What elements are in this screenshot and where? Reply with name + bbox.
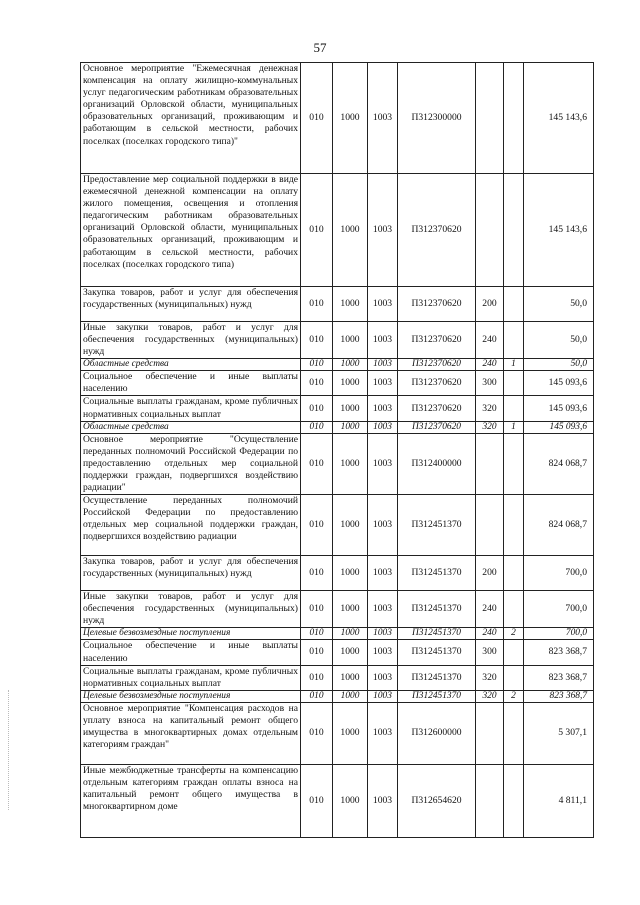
margin-mark xyxy=(8,690,10,810)
table-row xyxy=(81,174,594,287)
funding-source-code-cell xyxy=(504,640,524,665)
section-code-cell: 1000 xyxy=(333,174,368,287)
ministry-code-cell: 010 xyxy=(301,359,333,371)
subsection-code-cell: 1003 xyxy=(368,702,398,764)
table-row xyxy=(81,640,594,665)
funding-source-code-cell: 1 xyxy=(504,421,524,433)
row-name-cell: Основное мероприятие "Компенсация расходов на уплату взноса на капитальный ремонт общего имущества в многоквартирных домах отдельным категориям граждан" xyxy=(81,702,301,764)
section-code-cell: 1000 xyxy=(333,556,368,591)
amount-cell: 823 368,7 xyxy=(524,665,594,690)
subsection-code-cell: 1003 xyxy=(368,628,398,640)
ministry-code-cell: 010 xyxy=(301,628,333,640)
subsection-code-cell: 1003 xyxy=(368,174,398,287)
target-article-code-cell: П312451370 xyxy=(398,591,476,628)
expense-type-code-cell xyxy=(476,433,504,494)
table-row xyxy=(81,421,594,433)
subsection-code-cell: 1003 xyxy=(368,556,398,591)
target-article-code-cell: П312400000 xyxy=(398,433,476,494)
amount-cell: 50,0 xyxy=(524,322,594,359)
subsection-code-cell: 1003 xyxy=(368,591,398,628)
row-name-cell: Иные закупки товаров, работ и услуг для обеспечения государственных (муниципальных) нужд xyxy=(81,591,301,628)
amount-cell: 50,0 xyxy=(524,359,594,371)
ministry-code-cell: 010 xyxy=(301,495,333,556)
target-article-code-cell: П312600000 xyxy=(398,702,476,764)
expense-type-code-cell: 240 xyxy=(476,359,504,371)
expense-type-code-cell: 320 xyxy=(476,665,504,690)
section-code-cell: 1000 xyxy=(333,764,368,837)
page-number: 57 xyxy=(313,40,327,55)
expense-type-code-cell: 320 xyxy=(476,690,504,702)
target-article-code-cell: П312451370 xyxy=(398,628,476,640)
row-name-cell: Иные закупки товаров, работ и услуг для обеспечения государственных (муниципальных) нужд xyxy=(81,322,301,359)
expense-type-code-cell: 200 xyxy=(476,556,504,591)
subsection-code-cell: 1003 xyxy=(368,287,398,322)
subsection-code-cell: 1003 xyxy=(368,433,398,494)
section-code-cell: 1000 xyxy=(333,322,368,359)
funding-source-code-cell: 2 xyxy=(504,690,524,702)
target-article-code-cell: П312370620 xyxy=(398,287,476,322)
subsection-code-cell: 1003 xyxy=(368,322,398,359)
amount-cell: 824 068,7 xyxy=(524,495,594,556)
amount-cell: 145 093,6 xyxy=(524,371,594,396)
expense-type-code-cell: 320 xyxy=(476,396,504,421)
row-name-cell: Предоставление мер социальной поддержки в виде ежемесячной денежной компенсации на оплату жилого помещения, освещения и отопления педагогическим работникам образовательных организаций Орловской области, муниципальных образовательных организаций, проживающим и работающим в сельской местности, рабочих поселках (поселках городского типа) xyxy=(81,174,301,287)
amount-cell: 700,0 xyxy=(524,556,594,591)
amount-cell: 700,0 xyxy=(524,591,594,628)
ministry-code-cell: 010 xyxy=(301,396,333,421)
table-body xyxy=(81,63,594,838)
section-code-cell: 1000 xyxy=(333,396,368,421)
ministry-code-cell: 010 xyxy=(301,433,333,494)
ministry-code-cell: 010 xyxy=(301,371,333,396)
target-article-code-cell: П312370620 xyxy=(398,396,476,421)
row-name-cell: Иные межбюджетные трансферты на компенсацию отдельным категориям граждан оплаты взноса на капитальный ремонт общего имущества в многоквартирном доме xyxy=(81,764,301,837)
subsection-code-cell: 1003 xyxy=(368,495,398,556)
amount-cell: 145 093,6 xyxy=(524,396,594,421)
ministry-code-cell: 010 xyxy=(301,702,333,764)
section-code-cell: 1000 xyxy=(333,371,368,396)
row-name-cell: Социальное обеспечение и иные выплаты населению xyxy=(81,371,301,396)
funding-source-code-cell xyxy=(504,764,524,837)
table-row xyxy=(81,322,594,359)
target-article-code-cell: П312451370 xyxy=(398,640,476,665)
target-article-code-cell: П312654620 xyxy=(398,764,476,837)
row-name-cell: Областные средства xyxy=(81,421,301,433)
ministry-code-cell: 010 xyxy=(301,690,333,702)
table-row xyxy=(81,287,594,322)
funding-source-code-cell xyxy=(504,371,524,396)
target-article-code-cell: П312451370 xyxy=(398,495,476,556)
subsection-code-cell: 1003 xyxy=(368,665,398,690)
row-name-cell: Целевые безвозмездные поступления xyxy=(81,690,301,702)
subsection-code-cell: 1003 xyxy=(368,63,398,174)
ministry-code-cell: 010 xyxy=(301,174,333,287)
funding-source-code-cell xyxy=(504,396,524,421)
table-row xyxy=(81,628,594,640)
table-row xyxy=(81,591,594,628)
row-name-cell: Основное мероприятие "Осуществление переданных полномочий Российской Федерации по предоставлению отдельных мер социальной поддержки граждан, подвергшихся воздействию радиации" xyxy=(81,433,301,494)
amount-cell: 145 143,6 xyxy=(524,63,594,174)
table-row xyxy=(81,690,594,702)
row-name-cell: Осуществление переданных полномочий Российской Федерации по предоставлению отдельных мер социальной поддержки граждан, подвергшихся воздействию радиации xyxy=(81,495,301,556)
funding-source-code-cell xyxy=(504,174,524,287)
table-row xyxy=(81,665,594,690)
table-row xyxy=(81,396,594,421)
section-code-cell: 1000 xyxy=(333,421,368,433)
section-code-cell: 1000 xyxy=(333,628,368,640)
section-code-cell: 1000 xyxy=(333,495,368,556)
table-row xyxy=(81,556,594,591)
target-article-code-cell: П312370620 xyxy=(398,322,476,359)
row-name-cell: Закупка товаров, работ и услуг для обеспечения государственных (муниципальных) нужд xyxy=(81,556,301,591)
amount-cell: 823 368,7 xyxy=(524,640,594,665)
funding-source-code-cell xyxy=(504,556,524,591)
funding-source-code-cell xyxy=(504,665,524,690)
amount-cell: 824 068,7 xyxy=(524,433,594,494)
funding-source-code-cell xyxy=(504,287,524,322)
subsection-code-cell: 1003 xyxy=(368,396,398,421)
table-row xyxy=(81,764,594,837)
section-code-cell: 1000 xyxy=(333,359,368,371)
ministry-code-cell: 010 xyxy=(301,421,333,433)
ministry-code-cell: 010 xyxy=(301,287,333,322)
ministry-code-cell: 010 xyxy=(301,63,333,174)
budget-table xyxy=(80,62,594,838)
amount-cell: 823 368,7 xyxy=(524,690,594,702)
row-name-cell: Социальные выплаты гражданам, кроме публичных нормативных социальных выплат xyxy=(81,396,301,421)
ministry-code-cell: 010 xyxy=(301,764,333,837)
row-name-cell: Основное мероприятие "Ежемесячная денежная компенсация на оплату жилищно-коммунальных услуг педагогическим работникам образовательных организаций Орловской области, муниципальных образовательных организаций, проживающим и работающим в сельской местности, рабочих поселках (поселках городского типа)" xyxy=(81,63,301,174)
funding-source-code-cell: 2 xyxy=(504,628,524,640)
funding-source-code-cell xyxy=(504,63,524,174)
expense-type-code-cell: 320 xyxy=(476,421,504,433)
subsection-code-cell: 1003 xyxy=(368,640,398,665)
target-article-code-cell: П312451370 xyxy=(398,690,476,702)
target-article-code-cell: П312370620 xyxy=(398,371,476,396)
section-code-cell: 1000 xyxy=(333,63,368,174)
section-code-cell: 1000 xyxy=(333,591,368,628)
section-code-cell: 1000 xyxy=(333,690,368,702)
target-article-code-cell: П312370620 xyxy=(398,421,476,433)
row-name-cell: Социальные выплаты гражданам, кроме публичных нормативных социальных выплат xyxy=(81,665,301,690)
funding-source-code-cell xyxy=(504,702,524,764)
expense-type-code-cell xyxy=(476,63,504,174)
ministry-code-cell: 010 xyxy=(301,322,333,359)
amount-cell: 700,0 xyxy=(524,628,594,640)
row-name-cell: Целевые безвозмездные поступления xyxy=(81,628,301,640)
expense-type-code-cell: 240 xyxy=(476,322,504,359)
amount-cell: 4 811,1 xyxy=(524,764,594,837)
section-code-cell: 1000 xyxy=(333,702,368,764)
expense-type-code-cell xyxy=(476,764,504,837)
expense-type-code-cell: 200 xyxy=(476,287,504,322)
table-row xyxy=(81,371,594,396)
target-article-code-cell: П312370620 xyxy=(398,359,476,371)
expense-type-code-cell: 240 xyxy=(476,628,504,640)
table-row xyxy=(81,359,594,371)
expense-type-code-cell xyxy=(476,495,504,556)
subsection-code-cell: 1003 xyxy=(368,421,398,433)
funding-source-code-cell xyxy=(504,591,524,628)
expense-type-code-cell: 300 xyxy=(476,640,504,665)
amount-cell: 50,0 xyxy=(524,287,594,322)
target-article-code-cell: П312451370 xyxy=(398,556,476,591)
ministry-code-cell: 010 xyxy=(301,591,333,628)
funding-source-code-cell xyxy=(504,322,524,359)
table-row xyxy=(81,433,594,494)
subsection-code-cell: 1003 xyxy=(368,764,398,837)
section-code-cell: 1000 xyxy=(333,287,368,322)
section-code-cell: 1000 xyxy=(333,665,368,690)
subsection-code-cell: 1003 xyxy=(368,690,398,702)
row-name-cell: Закупка товаров, работ и услуг для обеспечения государственных (муниципальных) нужд xyxy=(81,287,301,322)
table-row xyxy=(81,495,594,556)
ministry-code-cell: 010 xyxy=(301,556,333,591)
funding-source-code-cell xyxy=(504,495,524,556)
amount-cell: 145 143,6 xyxy=(524,174,594,287)
amount-cell: 5 307,1 xyxy=(524,702,594,764)
amount-cell: 145 093,6 xyxy=(524,421,594,433)
section-code-cell: 1000 xyxy=(333,433,368,494)
funding-source-code-cell xyxy=(504,433,524,494)
section-code-cell: 1000 xyxy=(333,640,368,665)
table-row xyxy=(81,63,594,174)
expense-type-code-cell: 240 xyxy=(476,591,504,628)
expense-type-code-cell: 300 xyxy=(476,371,504,396)
table-row xyxy=(81,702,594,764)
funding-source-code-cell: 1 xyxy=(504,359,524,371)
target-article-code-cell: П312451370 xyxy=(398,665,476,690)
ministry-code-cell: 010 xyxy=(301,640,333,665)
subsection-code-cell: 1003 xyxy=(368,371,398,396)
target-article-code-cell: П312370620 xyxy=(398,174,476,287)
row-name-cell: Социальное обеспечение и иные выплаты населению xyxy=(81,640,301,665)
expense-type-code-cell xyxy=(476,174,504,287)
row-name-cell: Областные средства xyxy=(81,359,301,371)
expense-type-code-cell xyxy=(476,702,504,764)
ministry-code-cell: 010 xyxy=(301,665,333,690)
subsection-code-cell: 1003 xyxy=(368,359,398,371)
target-article-code-cell: П312300000 xyxy=(398,63,476,174)
